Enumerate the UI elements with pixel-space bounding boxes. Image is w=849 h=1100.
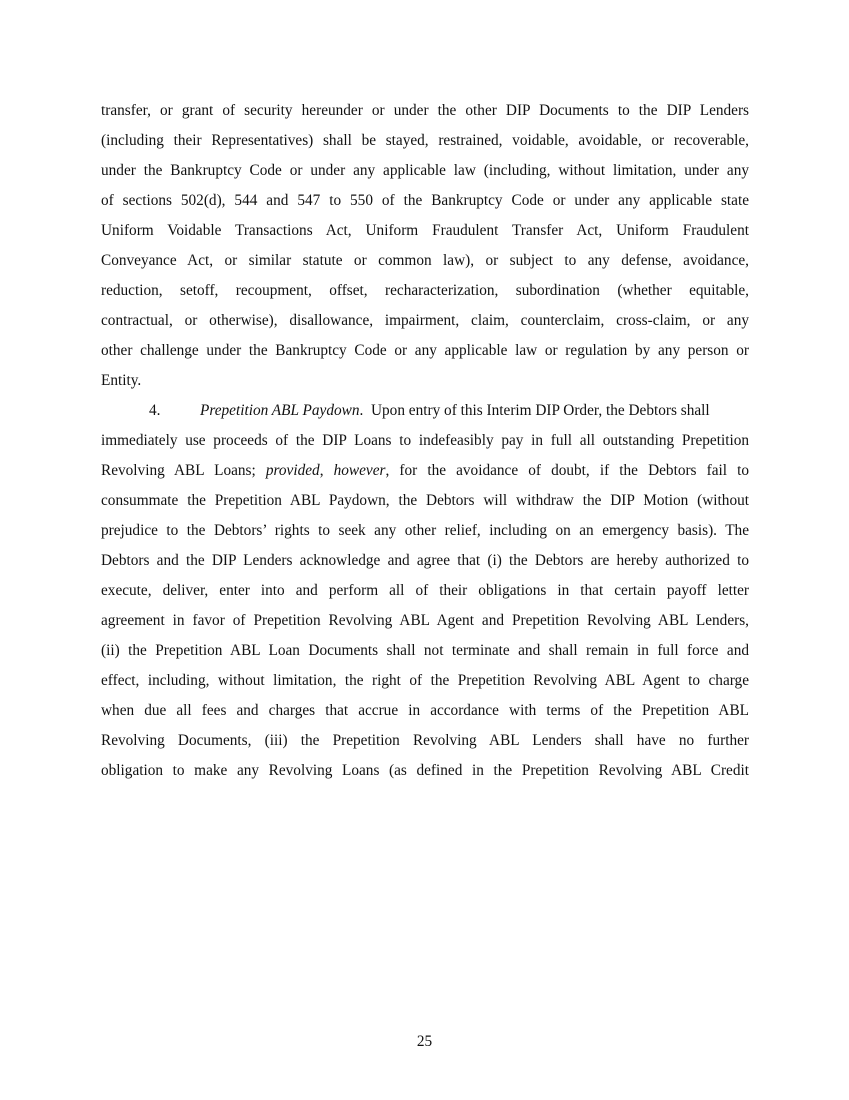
text-line: execute, deliver, enter into and perform all of their obligations in that certain payoff letter xyxy=(101,582,749,599)
text-line: agreement in favor of Prepetition Revolving ABL Agent and Prepetition Revolving ABL Lenders, xyxy=(101,612,749,629)
text-line: when due all fees and charges that accrue in accordance with terms of the Prepetition ABL xyxy=(101,702,749,719)
text-line: Revolving Documents, (iii) the Prepetition Revolving ABL Lenders shall have no further xyxy=(101,732,749,749)
text-line: prejudice to the Debtors’ rights to seek any other relief, including on an emergency basis). The xyxy=(101,522,749,539)
section-4-first-line xyxy=(101,396,749,426)
text-line: reduction, setoff, recoupment, offset, recharacterization, subordination (whether equitable, xyxy=(101,282,749,299)
text-line: (including their Representatives) shall be stayed, restrained, voidable, avoidable, or recoverable, xyxy=(101,132,749,149)
text-line: Entity. xyxy=(101,372,142,389)
text-line: effect, including, without limitation, the right of the Prepetition Revolving ABL Agent to charge xyxy=(101,672,749,689)
section-heading: Prepetition ABL Paydown xyxy=(200,402,360,419)
text-line: obligation to make any Revolving Loans (as defined in the Prepetition Revolving ABL Credit xyxy=(101,762,749,779)
text-line: contractual, or otherwise), disallowance, impairment, claim, counterclaim, cross-claim, or any xyxy=(101,312,749,329)
text-line: transfer, or grant of security hereunder or under the other DIP Documents to the DIP Lenders xyxy=(101,102,749,119)
text-line: of sections 502(d), 544 and 547 to 550 of the Bankruptcy Code or under any applicable state xyxy=(101,192,749,209)
text-line: Conveyance Act, or similar statute or common law), or subject to any defense, avoidance, xyxy=(101,252,749,269)
continued-paragraph xyxy=(101,96,749,396)
text-line: Debtors and the DIP Lenders acknowledge and agree that (i) the Debtors are hereby authorized to xyxy=(101,552,749,569)
text-line: under the Bankruptcy Code or under any applicable law (including, without limitation, under any xyxy=(101,162,749,179)
section-heading-punct: . xyxy=(359,402,364,419)
document-body xyxy=(101,96,749,786)
text-line: immediately use proceeds of the DIP Loans to indefeasibly pay in full all outstanding Prepetition xyxy=(101,432,749,449)
provided-italic: provided xyxy=(265,462,320,479)
text-line-provided: Revolving ABL Loans; provided, however, for the avoidance of doubt, if the Debtors fail to xyxy=(101,462,750,479)
page-number: 25 xyxy=(416,1033,433,1050)
section-4-paragraph xyxy=(101,396,749,786)
however-italic: however xyxy=(333,462,386,479)
text-line: consummate the Prepetition ABL Paydown, the Debtors will withdraw the DIP Motion (without xyxy=(101,492,749,509)
text-line: Uniform Voidable Transactions Act, Uniform Fraudulent Transfer Act, Uniform Fraudulent xyxy=(101,222,749,239)
text-line: (ii) the Prepetition ABL Loan Documents shall not terminate and shall remain in full force and xyxy=(101,642,749,659)
section-first-line-text: Upon entry of this Interim DIP Order, the Debtors shall xyxy=(370,402,710,419)
text-line: other challenge under the Bankruptcy Code or any applicable law or regulation by any person or xyxy=(101,342,749,359)
section-number: 4. xyxy=(149,402,161,419)
